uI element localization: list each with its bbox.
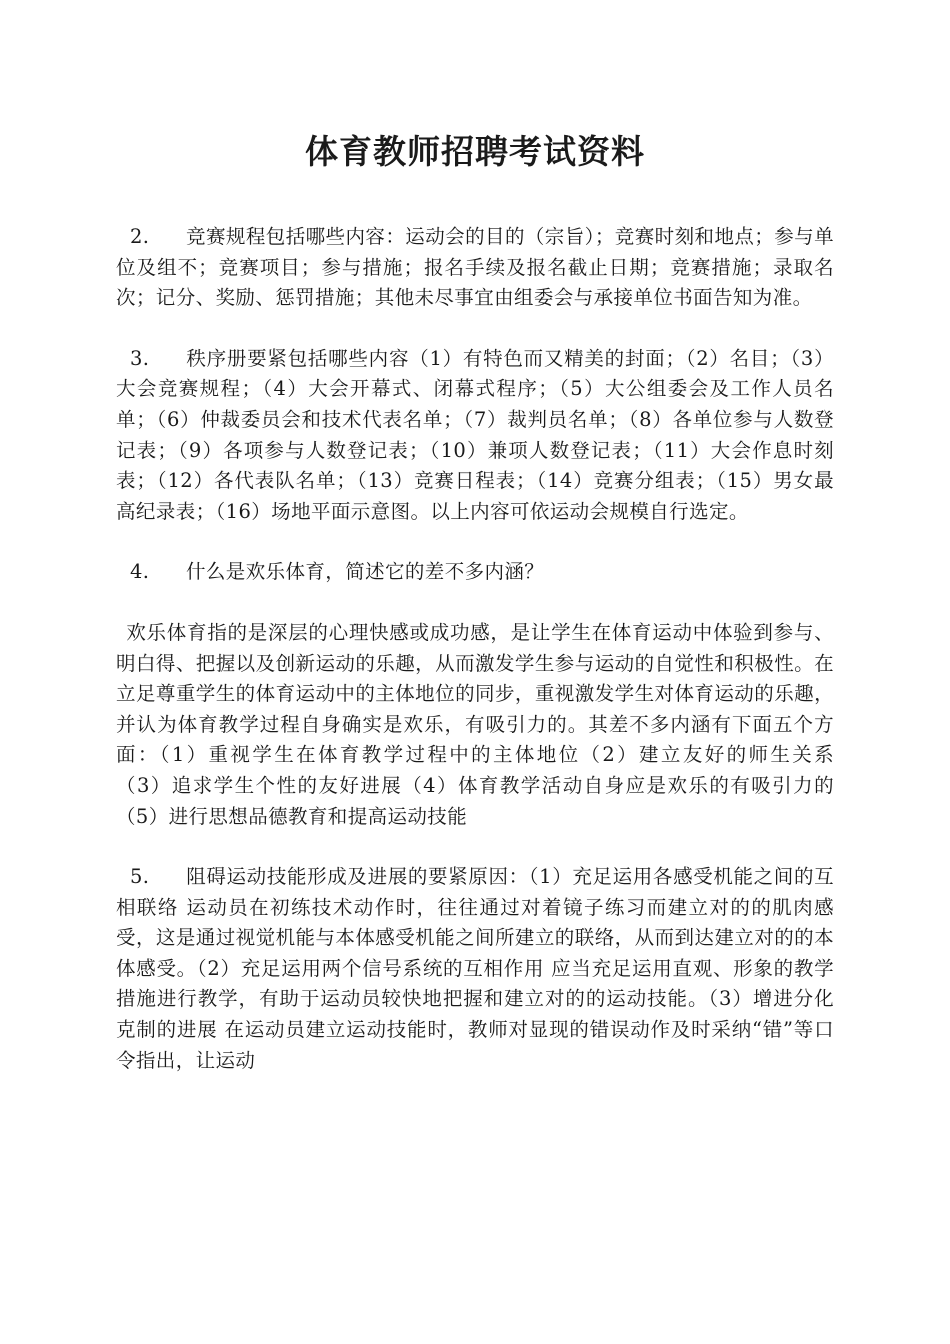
section-4	[116, 557, 834, 588]
section-2	[116, 222, 834, 314]
section-number: 2.	[130, 225, 150, 248]
section-number: 4.	[130, 560, 150, 584]
section-text: 什么是欢乐体育，简述它的差不多内涵？	[186, 560, 545, 584]
section-text: 竞赛规程包括哪些内容：运动会的目的（宗旨）；竞赛时刻和地点；参与单位及组不；竞赛项目；参与措施；报名手续及报名截止日期；竞赛措施；录取名次；记分、奖励、惩罚措施；其他未尽事宜由组委会与承接单位书面告知为准。	[116, 225, 834, 310]
section-number: 5.	[130, 865, 150, 889]
section-text: 秩序册要紧包括哪些内容（1）有特色而又精美的封面；（2）名目；（3）大会竞赛规程；（4）大会开幕式、闭幕式程序；（5）大公组委会及工作人员名单；（6）仲裁委员会和技术代表名单；（7）裁判员名单；（8）各单位参与人数登记表；（9）各项参与人数登记表；（10）兼项人数登记表；（11）大会作息时刻表；（12）各代表队名单；（13）竞赛日程表；（14）竞赛分组表；（15）男女最高纪录表；（16）场地平面示意图。以上内容可依运动会规模自行选定。	[116, 346, 834, 523]
document-page	[116, 0, 874, 1076]
section-3	[116, 344, 834, 528]
section-text: 阻碍运动技能形成及进展的要紧原因：（1）充足运用各感受机能之间的互相联络 运动员在初练技术动作时，往往通过对着镜子练习而建立对的的肌肉感受，这是通过视觉机能与本体感受机能之间所建立的联络，从而到达建立对的的本体感受。（2）充足运用两个信号系统的互相作用 应当充足运用直观、形象的教学措施进行教学，有助于运动员较快地把握和建立对的的运动技能。（3）增进分化克制的进展 在运动员建立运动技能时，教师对显现的错误动作及时采纳“错”等口令指出，让运动	[116, 865, 834, 1072]
section-number: 3.	[130, 346, 150, 370]
section-4-answer	[116, 618, 874, 832]
section-5	[116, 862, 834, 1076]
document-title: 体育教师招聘考试资料	[305, 132, 645, 171]
section-text: 欢乐体育指的是深层的心理快感或成功感，是让学生在体育运动中体验到参与、明白得、把握以及创新运动的乐趣，从而激发学生参与运动的自觉性和积极性。在立足尊重学生的体育运动中的主体地位的同步，重视激发学生对体育运动的乐趣，并认为体育教学过程自身确实是欢乐，有吸引力的。其差不多内涵有下面五个方面：（1）重视学生在体育教学过程中的主体地位（2）建立友好的师生关系 （3）追求学生个性的友好进展（4）体育教学活动自身应是欢乐的有吸引力的（5）进行思想品德教育和提高运动技能	[116, 620, 874, 828]
